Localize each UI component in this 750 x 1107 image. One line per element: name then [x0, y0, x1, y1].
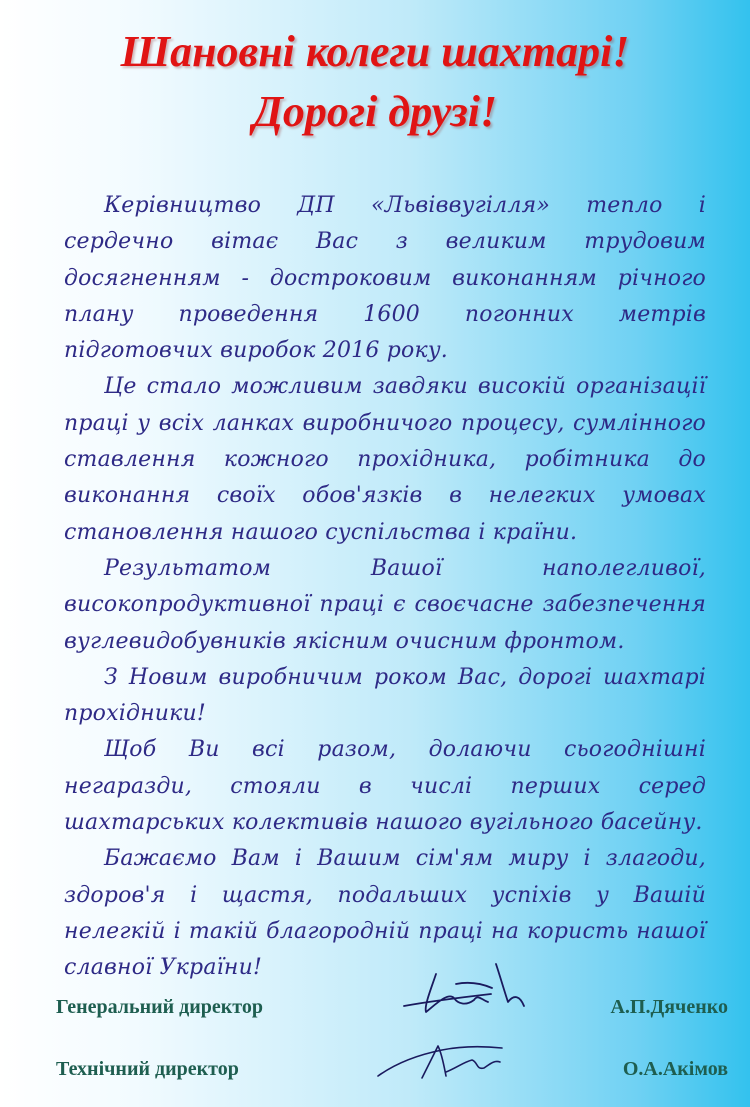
signature-row-general-director — [0, 990, 750, 1030]
signature-row-technical-director — [0, 1052, 750, 1092]
letter-body — [64, 188, 706, 987]
paragraph-result: Результатом Вашої наполегливої, високопродуктивної праці є своєчасне забезпечення вуглевидобувників якісним очисним фронтом. — [64, 555, 706, 654]
paragraph-wish-unity: Щоб Ви всі разом, долаючи сьогоднішні негаразди, стояли в числі перших серед шахтарських колективів нашого вугільного басейну. — [64, 737, 706, 836]
paragraph-achievement: Керівництво ДП «Львіввугілля» тепло і сердечно вітає Вас з великим трудовим досягненням - достроковим виконанням річного плану проведення 1600 погонних метрів підготовчих виробок 2016 року. — [64, 193, 706, 364]
greeting-title-line-2: Дорогі друзі! — [252, 87, 498, 136]
greeting-title-line-1: Шановні колеги шахтарі! — [120, 27, 630, 76]
general-director-title: Генеральний директор — [56, 996, 263, 1018]
paragraph-wish-health: Бажаємо Вам і Вашим сім'ям миру і злагоди, здоров'я і щастя, подальших успіхів у Вашій нелегкій і такій благородній праці на користь нашої славної України! — [64, 846, 706, 981]
technical-director-title: Технічний директор — [56, 1058, 239, 1080]
paragraph-new-year: З Новим виробничим роком Вас, дорогі шахтарі прохідники! — [64, 664, 706, 727]
general-director-name: А.П.Дяченко — [610, 996, 728, 1018]
paragraph-organization: Це стало можливим завдяки високій організації праці у всіх ланках виробничого процесу, сумлінного ставлення кожного прохідника, робітника до виконання своїх обов'язків в нелегких умовах становлення нашого суспільства і країни. — [64, 374, 706, 545]
technical-director-name: О.А.Акімов — [622, 1058, 728, 1080]
